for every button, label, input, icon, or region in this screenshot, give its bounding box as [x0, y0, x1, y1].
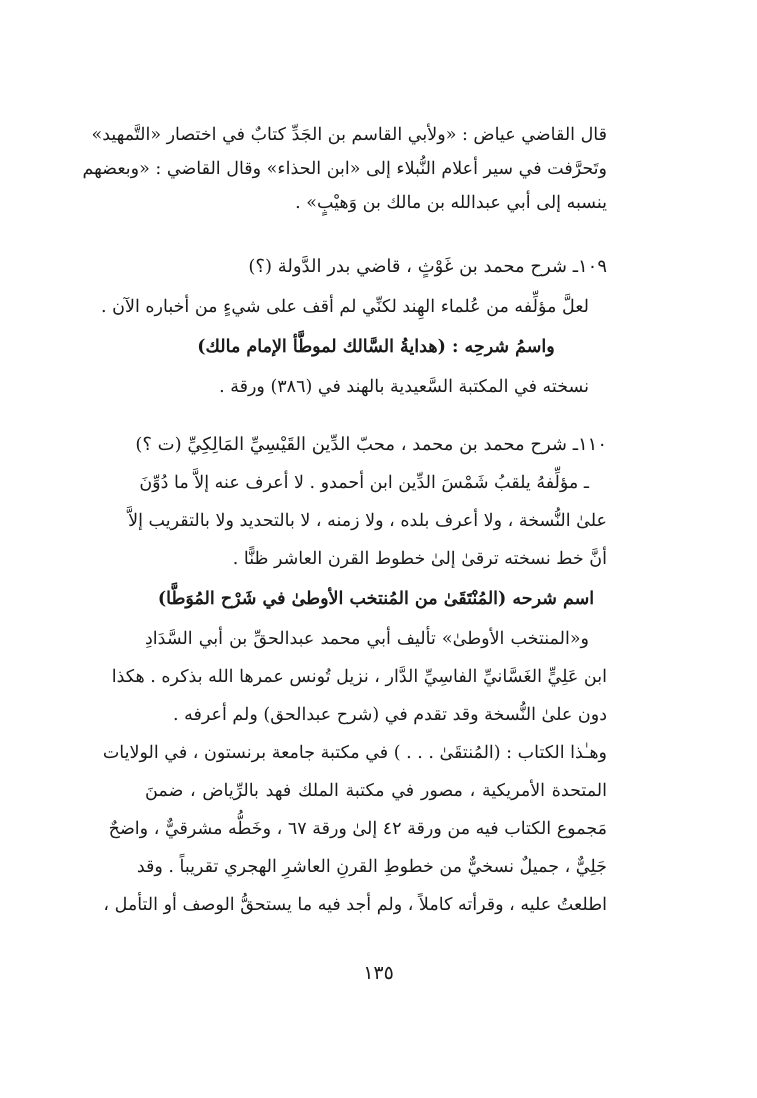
text-line: ـ مؤلِّفهُ يلقبُ شَمْسَ الدِّين ابن أحمدو . لا أعرف عنه إلاَّ ما دُوِّنَ	[139, 473, 589, 493]
text-line: و«المنتخب الأوطىٰ» تأليف أبي محمد عبدالحقِّ بن أبي السَّدَادِ	[145, 629, 589, 649]
book-title-line: اسم شرحه (المُنْتَقَىٰ من المُنتخب الأوطىٰ في شَرْح المُوَطَّا)	[157, 589, 595, 609]
entry-heading-109: ١٠٩ـ شرح محمد بن غَوْثٍ ، قاضي بدر الدَّولة (؟)	[248, 256, 607, 277]
book-title-line: واسمُ شرحِه : (هدايةُ السَّالك لموطَّأ الإمام مالك)	[197, 337, 555, 357]
entry-heading-110: ١١٠ـ شرح محمد بن محمد ، محبّ الدِّين القَيْسِيِّ المَالِكِيِّ (ت ؟)	[135, 434, 607, 455]
text-line: لعلَّ مؤلِّفه من عُلماء الهِند لكنِّي لم أقف على شيءٍ من أخباره الآن .	[100, 297, 589, 317]
text-line: دون علىٰ النُّسخة وقد تقدم في (شرح عبدالحق) ولم أعرفه .	[173, 705, 607, 725]
text-line: أنَّ خط نسخته ترقىٰ إلىٰ خطوط القرن العاشر ظنًّا .	[232, 549, 607, 569]
text-line: علىٰ النُّسخة ، ولا أعرف بلده ، ولا زمنه ، لا بالتحديد ولا بالتقريب إلاَّ	[128, 511, 607, 531]
text-line: وتَحرَّفت في سير أعلام النُّبلاء إلى «ابن الحذاء» وقال القاضي : «وبعضهم	[82, 159, 607, 179]
text-line: نسخته في المكتبة السَّعيدية بالهند في (٣٨٦) ورقة .	[219, 377, 589, 397]
text-line: المتحدة الأمريكية ، مصور في مكتبة الملك فهد بالرِّياض ، ضمنَ	[145, 781, 607, 801]
text-line: اطلعتُ عليه ، وقرأته كاملاً ، ولم أجد فيه ما يستحقُّ الوصف أو التأمل ،	[103, 895, 607, 915]
text-line: مَجموع الكتاب فيه من ورقة ٤٢ إلىٰ ورقة ٦٧ ، وخَطُّه مشرقيٌّ ، واضحٌ	[108, 819, 607, 839]
text-line: ينسبه إلى أبي عبدالله بن مالك بن وَهيْبٍ» .	[295, 193, 607, 213]
text-line: قال القاضي عياض : «ولأبي القاسم بن الجَدِّ كتابٌ في اختصار «التَّمهيد»	[91, 125, 607, 145]
text-line: وهـٰذا الكتاب : (المُنتقَىٰ . . . ) في مكتبة جامعة برنستون ، في الولايات	[102, 743, 607, 763]
text-line: جَلِيٌّ ، جميلٌ نسخيٌّ من خطوطِ القرنِ العاشرِ الهجري تقريباً . وقد	[136, 857, 607, 877]
page-number: ١٣٥	[363, 962, 394, 984]
text-line: ابن عَلِيٍّ الغَسَّانيِّ الفاسِيِّ الدَّار ، نزيل تُونس عمرها الله بذكره . هكذا	[111, 667, 607, 687]
